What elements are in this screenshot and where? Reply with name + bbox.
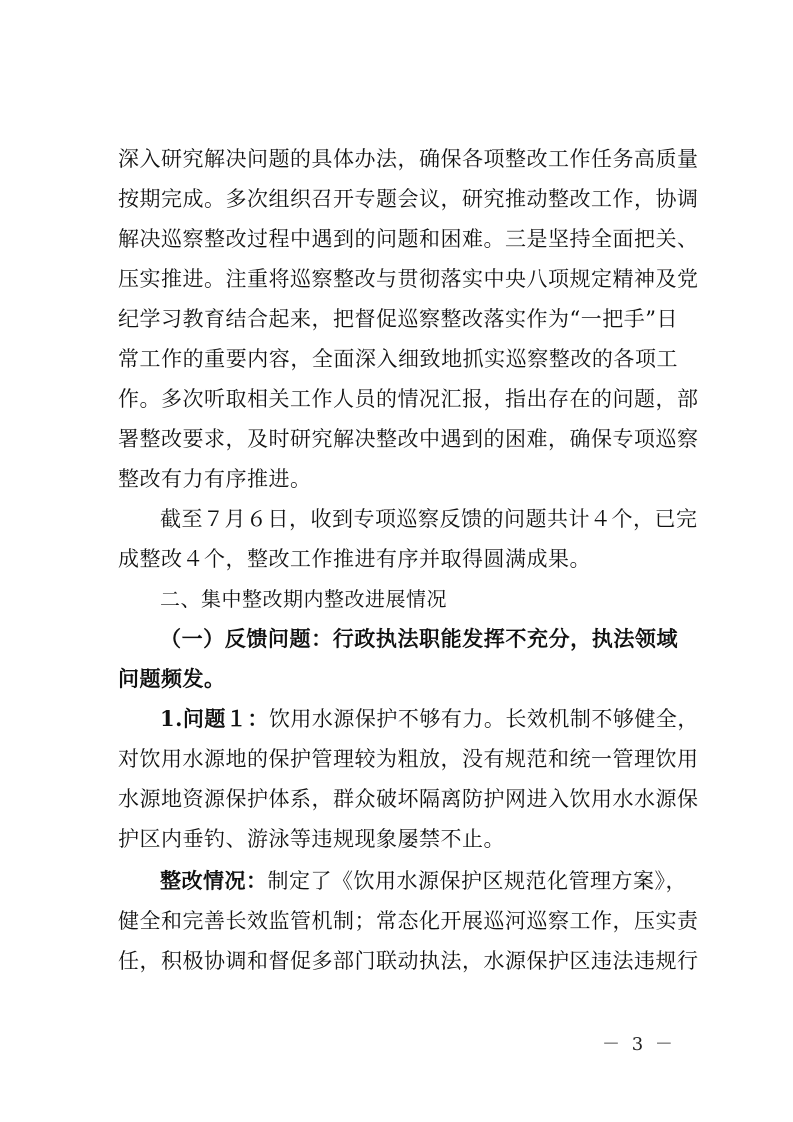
text-line: 署整改要求，及时研究解决整改中遇到的困难，确保专项巡察	[118, 427, 699, 451]
text-line: 健全和完善长效监管机制；常态化开展巡河巡察工作，压实责	[118, 909, 699, 933]
rectification-text: 制定了《饮用水源保护区规范化管理方案》，	[267, 869, 687, 893]
text-line	[118, 861, 687, 901]
subsection-heading-line: 问题频发。	[118, 666, 226, 691]
text-line: 水源地资源保护体系，群众破坏隔离防护网进入饮用水水源保	[118, 787, 699, 811]
text-line: 护区内垂钓、游泳等违规现象屡禁不止。	[118, 827, 505, 851]
text-line: 截至７月６日，收到专项巡察反馈的问题共计４个，已完	[160, 507, 698, 531]
text-line: 任，积极协调和督促多部门联动执法，水源保护区违法违规行	[118, 949, 699, 973]
paragraph-2	[118, 499, 698, 579]
text-line: 作。多次听取相关工作人员的情况汇报，指出存在的问题，部	[118, 387, 699, 411]
subsection-heading	[118, 619, 678, 699]
text-line: 常工作的重要内容，全面深入细致地抓实巡察整改的各项工	[118, 347, 678, 371]
text-line: 整改有力有序推进。	[118, 467, 312, 491]
text-line: 成整改４个，整改工作推进有序并取得圆满成果。	[118, 547, 591, 571]
problem-text: 饮用水源保护不够有力。长效机制不够健全，	[268, 707, 699, 731]
section-heading: 二、集中整改期内整改进展情况	[160, 587, 447, 611]
problem-label: 1.问题１：	[160, 706, 269, 731]
text-line: 按期完成。多次组织召开专题会议，研究推动整改工作，协调	[118, 187, 699, 211]
paragraph-1	[118, 139, 699, 499]
text-line: 纪学习教育结合起来，把督促巡察整改落实作为“一把手”日	[118, 307, 678, 331]
text-line: 压实推进。注重将巡察整改与贯彻落实中央八项规定精神及党	[118, 267, 699, 291]
text-line: 解决巡察整改过程中遇到的问题和困难。三是坚持全面把关、	[118, 227, 699, 251]
rectification-label: 整改情况：	[160, 868, 268, 893]
subsection-heading-line: （一）反馈问题：行政执法职能发挥不充分，执法领域	[160, 626, 678, 651]
document-body	[118, 139, 699, 981]
text-line	[118, 699, 699, 739]
rectification-1	[118, 861, 699, 981]
page-number: － 3 －	[602, 1034, 676, 1055]
problem-1	[118, 699, 699, 859]
text-line: 对饮用水源地的保护管理较为粗放，没有规范和统一管理饮用	[118, 747, 699, 771]
text-line: 深入研究解决问题的具体办法，确保各项整改工作任务高质量	[118, 147, 699, 171]
